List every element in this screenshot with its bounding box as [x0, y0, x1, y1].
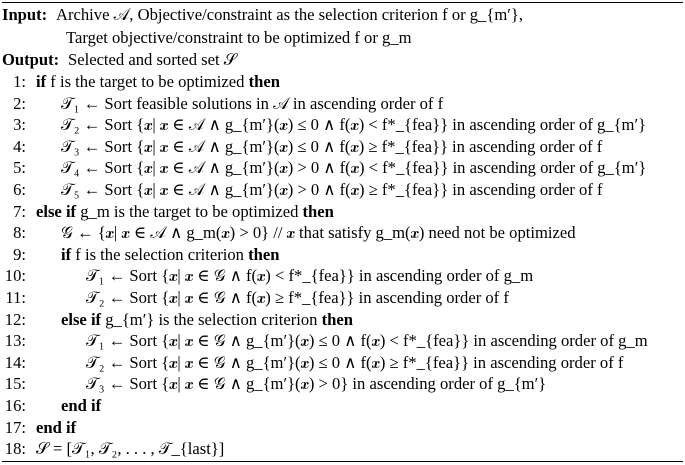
statement-text: g_{m′} is the selection criterion	[101, 309, 322, 329]
line-code	[36, 438, 224, 460]
keyword: if	[36, 72, 47, 91]
statement-text: g_m is the target to be optimized	[76, 201, 303, 221]
keyword: else if	[61, 309, 102, 329]
line-code	[86, 287, 509, 309]
line-code	[36, 417, 76, 439]
algorithm-line	[2, 136, 683, 158]
line-number: 17:	[4, 417, 26, 437]
algorithm-line	[2, 179, 683, 201]
line-code	[61, 179, 603, 201]
line-code	[61, 395, 101, 417]
line-number: 13:	[4, 331, 26, 351]
algorithm-line	[2, 417, 683, 439]
algorithm-line	[2, 309, 683, 331]
algorithm-line	[2, 71, 683, 93]
algorithm-line	[2, 373, 683, 395]
algorithm-line	[2, 287, 683, 309]
line-number: 16:	[4, 396, 26, 415]
line-number: 1:	[13, 72, 26, 91]
line-number: 2:	[13, 93, 26, 113]
line-code	[86, 265, 533, 287]
line-code	[61, 93, 443, 115]
line-number: 9:	[13, 244, 26, 264]
line-code	[61, 157, 646, 179]
algorithm-line	[2, 93, 683, 115]
line-number: 10:	[4, 266, 26, 286]
algorithm-line	[2, 114, 683, 136]
line-number: 15:	[4, 374, 26, 394]
algorithm-line	[2, 330, 683, 352]
algorithm-line	[2, 352, 683, 374]
keyword: then	[248, 244, 280, 264]
statement-text: 𝒯₅ ← Sort {𝒙| 𝒙 ∈ 𝒜 ∧ g_{m′}(𝒙) > 0 ∧ f(𝒙) ≥ f*_{fea}} in ascending order of f	[61, 180, 603, 199]
line-code	[61, 114, 646, 136]
statement-text: 𝒯₂ ← Sort {𝒙| 𝒙 ∈ 𝒢 ∧ f(𝒙) ≥ f*_{fea}} in ascending order of f	[86, 288, 509, 307]
keyword: else if	[36, 201, 77, 221]
input-text-2: Target objective/constraint to be optimized f or g_m	[66, 28, 412, 47]
statement-text: 𝒯₄ ← Sort {𝒙| 𝒙 ∈ 𝒜 ∧ g_{m′}(𝒙) > 0 ∧ f(𝒙) < f*_{fea}} in ascending order of g_{m′}	[61, 158, 647, 178]
line-number: 14:	[4, 352, 26, 372]
algorithm-line	[2, 244, 683, 266]
keyword: end if	[61, 396, 102, 415]
algorithm-line	[2, 438, 683, 460]
statement-text: 𝒯₁ ← Sort {𝒙| 𝒙 ∈ 𝒢 ∧ g_{m′}(𝒙) ≤ 0 ∧ f(𝒙) < f*_{fea}} in ascending order of g_m	[86, 331, 648, 351]
statement-text: 𝒯₁ ← Sort feasible solutions in 𝒜 in ascending order of f	[61, 93, 444, 113]
algorithm-line	[2, 222, 683, 244]
line-number: 11:	[5, 288, 26, 307]
algorithm-line	[2, 395, 683, 417]
line-code	[86, 373, 546, 395]
line-number: 3:	[13, 115, 26, 135]
output-text: Selected and sorted set 𝒮	[68, 50, 237, 69]
algorithm-box	[2, 2, 683, 462]
line-number: 7:	[13, 201, 26, 221]
input-label: Input:	[2, 5, 48, 24]
input-text-1: Archive 𝒜, Objective/constraint as the selection criterion f or g_{m′},	[56, 5, 524, 24]
statement-text: 𝒯₂ ← Sort {𝒙| 𝒙 ∈ 𝒢 ∧ g_{m′}(𝒙) ≤ 0 ∧ f(𝒙) ≥ f*_{fea}} in ascending order of f	[86, 352, 624, 372]
statement-text: f is the target to be optimized	[46, 72, 249, 91]
line-code	[61, 244, 279, 266]
line-number: 12:	[4, 309, 26, 329]
keyword: then	[302, 201, 334, 221]
line-code	[61, 222, 576, 244]
keyword: if	[61, 244, 72, 264]
line-number: 4:	[13, 136, 26, 156]
algorithm-line	[2, 157, 683, 179]
keyword: end if	[36, 417, 77, 437]
statement-text: 𝒯₃ ← Sort {𝒙| 𝒙 ∈ 𝒜 ∧ g_{m′}(𝒙) ≤ 0 ∧ f(𝒙) ≥ f*_{fea}} in ascending order of f	[61, 136, 603, 156]
line-code	[36, 201, 334, 223]
line-code	[61, 136, 602, 158]
statement-text: 𝒢 ← {𝒙| 𝒙 ∈ 𝒜 ∧ g_m(𝒙) > 0} // 𝒙 that satisfy g_m(𝒙) need not be optimized	[61, 223, 576, 243]
statement-text: f is the selection criterion	[71, 244, 249, 264]
line-number: 18:	[4, 439, 26, 459]
line-number: 5:	[13, 158, 26, 178]
statement-text: 𝒯₃ ← Sort {𝒙| 𝒙 ∈ 𝒢 ∧ g_{m′}(𝒙) > 0} in ascending order of g_{m′}	[86, 374, 547, 394]
statement-text: 𝒯₂ ← Sort {𝒙| 𝒙 ∈ 𝒜 ∧ g_{m′}(𝒙) ≤ 0 ∧ f(𝒙) < f*_{fea}} in ascending order of g_{m′}	[61, 115, 647, 135]
statement-text: 𝒯₁ ← Sort {𝒙| 𝒙 ∈ 𝒢 ∧ f(𝒙) < f*_{fea}} in ascending order of g_m	[86, 266, 534, 286]
keyword: then	[248, 72, 280, 91]
keyword: then	[321, 309, 353, 329]
line-code	[86, 330, 648, 352]
line-code	[61, 309, 353, 331]
line-code	[86, 352, 623, 374]
algorithm-line	[2, 201, 683, 223]
line-number: 8:	[13, 223, 26, 243]
line-number: 6:	[13, 180, 26, 199]
line-code	[36, 71, 280, 93]
statement-text: 𝒮 = [𝒯₁, 𝒯₂, . . . , 𝒯_{last}]	[36, 439, 225, 459]
output-label: Output:	[2, 50, 60, 69]
algorithm-line	[2, 265, 683, 287]
